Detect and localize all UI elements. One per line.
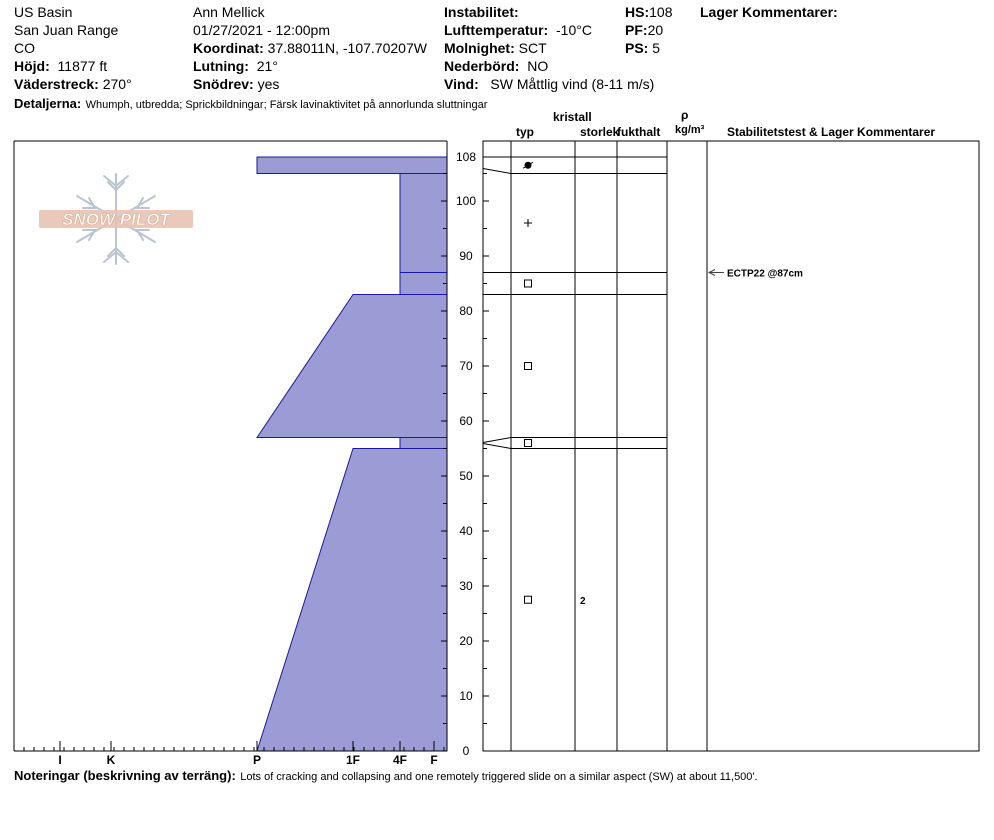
layer-comments-header: Lager Kommentarer: [700,4,838,20]
y-tick-label-20: 20 [459,634,473,648]
hardness-layer-5 [257,449,447,752]
pf-label: PF: [625,22,648,38]
elevation-value: 11877 ft [57,58,108,74]
y-tick-label-50: 50 [459,469,473,483]
range: San Juan Range [14,22,119,38]
layer-table-frame [483,141,979,751]
hardness-layer-3 [257,295,447,438]
hardness-layer-0 [257,157,447,174]
column-crystal: kristall [553,110,592,124]
grain-size-0: 2 [580,595,586,607]
aspect-label: Väderstreck: [14,76,99,92]
datetime: 01/27/2021 - 12:00pm [193,22,330,38]
hardness-label-4F: 4F [392,753,408,767]
coord-value: 37.88011N, -107.70207W [267,40,427,56]
airtemp-value: -10°C [556,22,592,38]
y-tick-label-30: 30 [459,579,473,593]
hardness-label-K: K [106,753,116,767]
pf-value: 20 [647,22,664,38]
details-label: Detaljerna: [14,96,82,111]
slope-value: 21° [256,58,278,74]
y-tick-label-60: 60 [459,414,473,428]
hardness-layer-4 [400,438,447,449]
layer-boundary-connector-57 [483,438,511,443]
ps-value: 5 [652,40,661,56]
y-tick-label-40: 40 [459,524,473,538]
y-tick-label-0: 0 [462,744,470,758]
hardness-layer-2 [400,273,447,295]
y-tick-label-90: 90 [459,249,473,263]
grain-symbol-plus-1 [524,219,532,227]
column-moisture: fukthalt [617,125,661,139]
logo-text: SNOW PILOT [62,210,170,229]
observer: Ann Mellick [193,4,265,20]
column-size: storlek [580,125,620,139]
precip-value: NO [527,58,549,74]
airtemp-label: Lufttemperatur: [444,22,549,38]
hardness-label-I: I [58,753,62,767]
drift-value: yes [257,76,280,92]
drift-label: Snödrev: [193,76,254,92]
aspect-value: 270° [102,76,132,92]
hs-label: HS: [625,4,650,20]
hardness-label-P: P [252,753,262,767]
y-tick-label-10: 10 [459,689,473,703]
elevation-label: Höjd: [14,58,50,74]
notes-label: Noteringar (beskrivning av terräng): [14,768,236,783]
wind-value: SW Måttlig vind (8-11 m/s) [490,76,655,92]
precip-label: Nederbörd: [444,58,520,74]
hs-value: 108 [649,4,673,20]
stability-test-label-0: ECTP22 @87cm [727,268,803,280]
slope-label: Lutning: [193,58,249,74]
hardness-label-F: F [430,753,438,767]
details-value: Whumph, utbredda; Sprickbildningar; Färsk lavinaktivitet på annorlunda sluttningar [85,99,488,111]
layer-boundary-connector-55 [483,444,511,449]
grain-symbol-square-2 [525,280,532,287]
location: US Basin [14,4,73,20]
hardness-layer-1 [400,174,447,273]
notes-value: Lots of cracking and collapsing and one remotely triggered slide on a similar aspect (SW) at about 11,500'. [240,771,758,783]
layer-boundary-connector-105 [483,169,511,174]
y-tick-label-108: 108 [455,150,477,164]
column-type: typ [516,125,534,139]
notes [14,768,758,784]
ps-label: PS: [625,40,649,56]
coord-label: Koordinat: [193,40,264,56]
column-rho: ρ [681,108,689,122]
grain-symbol-square-5 [525,596,532,603]
y-tick-label-100: 100 [455,194,477,208]
column-density: kg/m³ [675,124,705,136]
grain-symbol-square-4 [525,440,532,447]
y-tick-label-80: 80 [459,304,473,318]
column-stability: Stabilitetstest & Lager Kommentarer [727,125,936,139]
instability-label: Instabilitet: [444,4,519,20]
state: CO [14,40,35,56]
sky-value: SCT [518,40,547,56]
y-tick-label-70: 70 [459,359,473,373]
wind-label: Vind: [444,76,479,92]
grain-symbol-square-3 [525,363,532,370]
sky-label: Molnighet: [444,40,515,56]
hardness-label-1F: 1F [345,753,361,767]
